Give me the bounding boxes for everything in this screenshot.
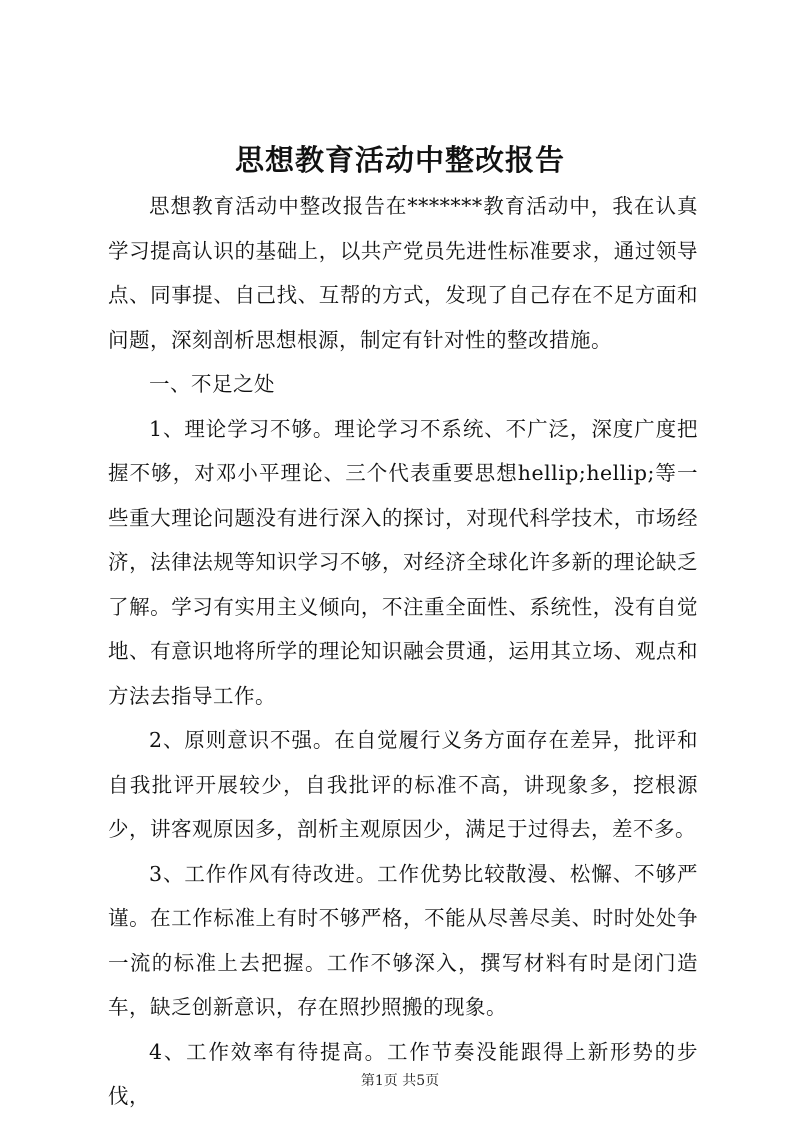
section-heading-shortcomings: 一、不足之处	[149, 372, 275, 396]
paragraph-principle-awareness: 2、原则意识不强。在自觉履行义务方面存在差异，批评和自我批评开展较少，自我批评的标准不高，讲现象多，挖根源少，讲客观原因多，剖析主观原因少，满足于过得去，差不多。	[108, 728, 698, 841]
document-title: 思想教育活动中整改报告	[234, 143, 565, 177]
page-footer: 第1页 共5页	[360, 1073, 440, 1089]
paragraph-theory-study: 1、理论学习不够。理论学习不系统、不广泛，深度广度把握不够，对邓小平理论、三个代表重要思想hellip;hellip;等一些重大理论问题没有进行深入的探讨，对现代科学技术，市场经济，法律法规等知识学习不够，对经济全球化许多新的理论缺乏了解。学习有实用主义倾向，不注重全面性、系统性，没有自觉地、有意识地将所学的理论知识融会贯通，运用其立场、观点和方法去指导工作。	[108, 416, 698, 708]
paragraph-intro: 思想教育活动中整改报告在*******教育活动中，我在认真学习提高认识的基础上，以共产党员先进性标准要求，通过领导点、同事提、自己找、互帮的方式，发现了自己存在不足方面和问题，深刻剖析思想根源，制定有针对性的整改措施。	[108, 194, 698, 352]
document-body	[108, 184, 698, 1119]
paragraph-work-style: 3、工作作风有待改进。工作优势比较散漫、松懈、不够严谨。在工作标准上有时不够严格，不能从尽善尽美、时时处处争一流的标准上去把握。工作不够深入，撰写材料有时是闭门造车，缺乏创新意识，存在照抄照搬的现象。	[108, 861, 698, 1019]
paragraph-work-efficiency: 4、工作效率有待提高。工作节奏没能跟得上新形势的步伐，	[108, 1039, 698, 1108]
